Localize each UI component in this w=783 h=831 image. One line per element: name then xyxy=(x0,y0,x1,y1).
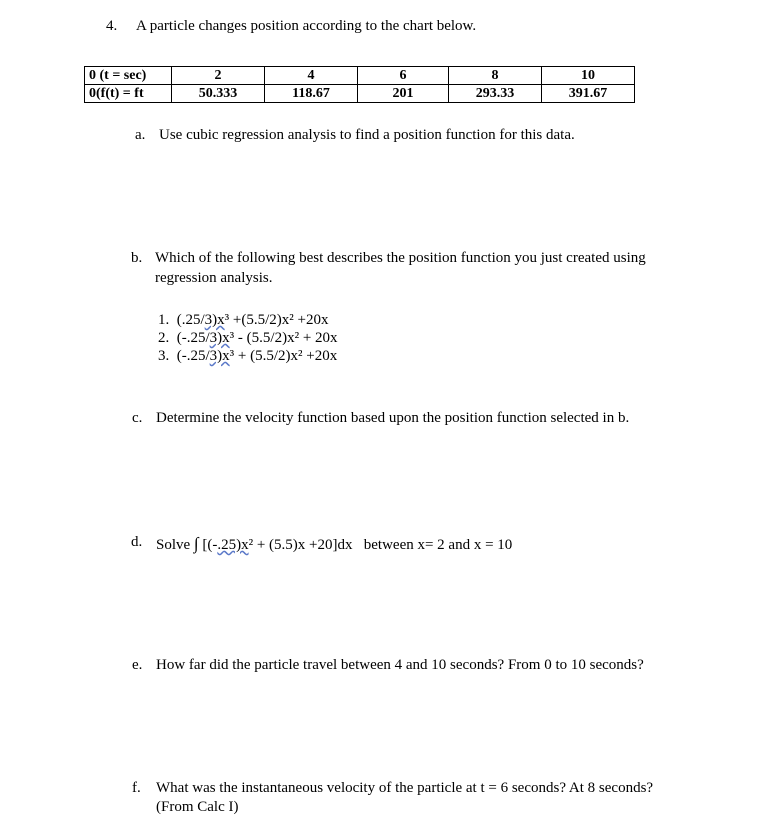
option-pre: (-.25/ xyxy=(176,330,210,346)
part-e-label: e. xyxy=(132,657,143,673)
integral-range: between x= 2 and x = 10 xyxy=(363,537,513,553)
option-pre: (-.25/ xyxy=(176,348,210,364)
question-text: A particle changes position according to the chart below. xyxy=(136,18,477,34)
option-number: 3. xyxy=(158,348,170,364)
question-number: 4. xyxy=(106,18,118,34)
table-row xyxy=(85,67,635,85)
integrand-post: ² + (5.5)x +20]dx xyxy=(248,537,353,553)
position-header: 0(f(t) = ft xyxy=(85,85,172,103)
integrand-underlined: .25)x xyxy=(217,537,249,553)
position-cell: 118.67 xyxy=(265,85,358,103)
part-b-label: b. xyxy=(131,250,143,266)
option-post: ³ - (5.5/2)x² + 20x xyxy=(229,330,338,346)
part-f-label: f. xyxy=(132,780,141,796)
option-2 xyxy=(158,330,338,347)
part-a-label: a. xyxy=(135,127,146,143)
part-e-text: How far did the particle travel between 4 and 10 seconds? From 0 to 10 seconds? xyxy=(156,657,644,673)
part-f-line2: (From Calc I) xyxy=(156,799,239,815)
integral-symbol: ∫ xyxy=(193,534,199,553)
option-number: 2. xyxy=(158,330,170,346)
time-cell: 6 xyxy=(358,67,449,85)
part-a-text: Use cubic regression analysis to find a position function for this data. xyxy=(159,127,575,143)
part-b-line1: Which of the following best describes the position function you just created using xyxy=(155,250,646,266)
option-3 xyxy=(158,348,337,365)
option-underlined: 3)x xyxy=(204,312,225,328)
part-c-text: Determine the velocity function based upon the position function selected in b. xyxy=(156,410,630,426)
position-cell: 201 xyxy=(358,85,449,103)
integrand-pre: [(- xyxy=(202,537,218,553)
option-pre: (.25/ xyxy=(176,312,205,328)
position-cell: 293.33 xyxy=(449,85,542,103)
position-cell: 391.67 xyxy=(542,85,635,103)
solve-word: Solve xyxy=(156,537,191,553)
position-cell: 50.333 xyxy=(172,85,265,103)
option-post: ³ + (5.5/2)x² +20x xyxy=(229,348,338,364)
option-1 xyxy=(158,312,329,329)
part-d-expression xyxy=(156,534,512,554)
option-number: 1. xyxy=(158,312,170,328)
time-cell: 10 xyxy=(542,67,635,85)
part-c-label: c. xyxy=(132,410,143,426)
part-b-line2: regression analysis. xyxy=(155,270,273,286)
time-cell: 4 xyxy=(265,67,358,85)
time-header: 0 (t = sec) xyxy=(85,67,172,85)
part-d-label: d. xyxy=(131,534,143,550)
table-row xyxy=(85,85,635,103)
option-underlined: 3)x xyxy=(209,330,230,346)
time-cell: 2 xyxy=(172,67,265,85)
time-cell: 8 xyxy=(449,67,542,85)
data-table xyxy=(84,66,635,103)
part-f-line1: What was the instantaneous velocity of the particle at t = 6 seconds? At 8 seconds? xyxy=(156,780,654,796)
option-underlined: 3)x xyxy=(209,348,230,364)
option-post: ³ +(5.5/2)x² +20x xyxy=(224,312,329,328)
